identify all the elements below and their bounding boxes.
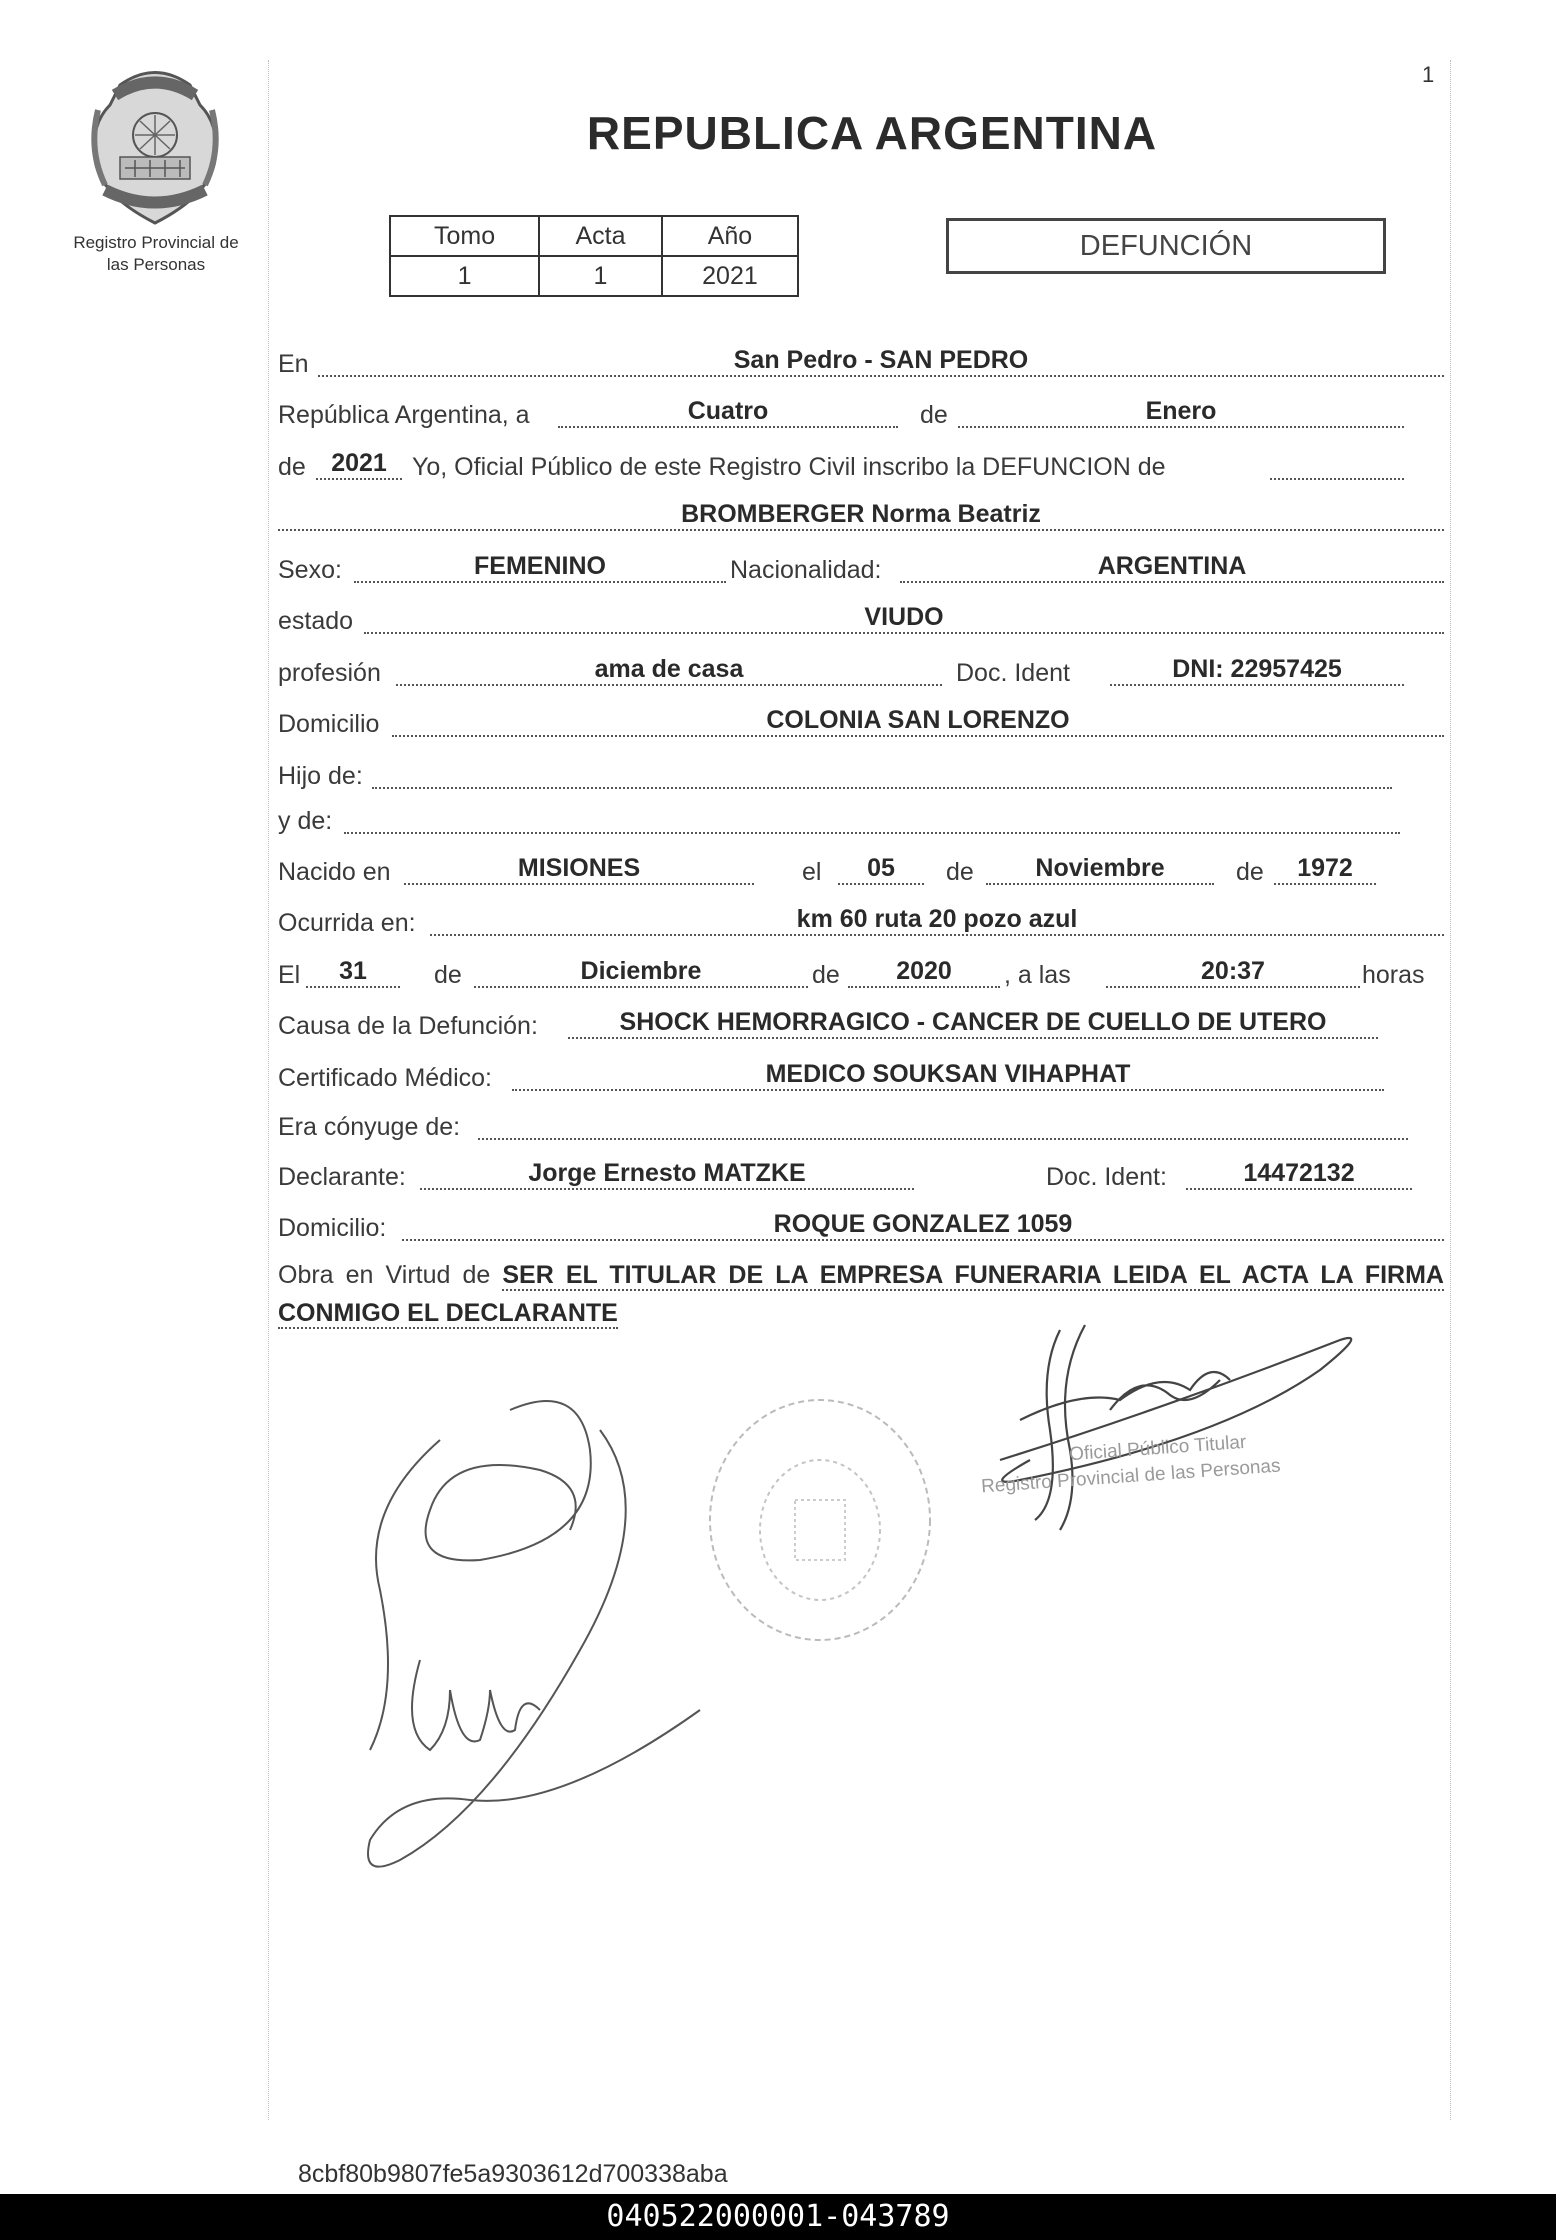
doc-label: Doc. Ident: [956, 659, 1070, 687]
nacido-de1-label: de: [946, 858, 974, 886]
certificado-label: Certificado Médico:: [278, 1064, 492, 1092]
day-word-value: Cuatro: [558, 394, 898, 428]
republica-label: República Argentina, a: [278, 401, 530, 429]
yde-value: [344, 800, 1400, 834]
year-value: 2021: [316, 446, 402, 480]
conyuge-label: Era cónyuge de:: [278, 1113, 461, 1141]
stamp-line-1: Oficial Público Titular: [1068, 1431, 1247, 1466]
row-fecha-defuncion: [278, 954, 1444, 994]
yde-label: y de:: [278, 807, 333, 835]
acta-header: Acta: [539, 216, 662, 256]
row-domicilio-declarante: [278, 1207, 1444, 1247]
row-nacido: [278, 851, 1444, 891]
sexo-value: FEMENINO: [354, 549, 726, 583]
en-label: En: [278, 350, 309, 378]
row-profesion: [278, 652, 1444, 692]
anio-value: 2021: [662, 256, 798, 296]
nacido-de2-label: de: [1236, 858, 1264, 886]
declarante-doc-label: Doc. Ident:: [1046, 1163, 1167, 1191]
page-number: 1: [1422, 62, 1435, 87]
row-yde: [278, 800, 1444, 840]
anio-header: Año: [662, 216, 798, 256]
certificado-value: MEDICO SOUKSAN VIHAPHAT: [512, 1057, 1384, 1091]
row-certificado: [278, 1057, 1444, 1097]
tomo-value: 1: [390, 256, 539, 296]
tomo-header: Tomo: [390, 216, 539, 256]
deceased-name-value: BROMBERGER Norma Beatriz: [278, 497, 1444, 531]
stamp-line-2: Registro Provincial de las Personas: [980, 1455, 1282, 1498]
domicilio2-label: Domicilio:: [278, 1214, 387, 1242]
ocurrida-value: km 60 ruta 20 pozo azul: [430, 902, 1444, 936]
muerte-mes-value: Diciembre: [474, 954, 808, 988]
causa-label: Causa de la Defunción:: [278, 1012, 538, 1040]
registry-line-2: las Personas: [106, 255, 206, 274]
alas-label: , a las: [1004, 961, 1071, 989]
statement-text: Yo, Oficial Público de este Registro Civil inscribo la DEFUNCION de: [412, 453, 1166, 481]
nacionalidad-label: Nacionalidad:: [730, 556, 882, 584]
muerte-dia-value: 31: [306, 954, 400, 988]
ocurrida-label: Ocurrida en:: [278, 909, 416, 937]
barcode-strip: 040522000001-043789: [0, 2194, 1556, 2240]
nacido-en-value: MISIONES: [404, 851, 754, 885]
margin-line-right: [1450, 60, 1451, 2120]
document-title: REPUBLICA ARGENTINA: [586, 107, 1158, 159]
obra-value: SER EL TITULAR DE LA EMPRESA FUNERARIA LEIDA EL ACTA LA FIRMA CONMIGO EL DECLARANTE: [278, 1261, 1444, 1327]
hijo-value: [372, 755, 1392, 789]
row-estado: [278, 600, 1444, 640]
margin-line-left: [268, 60, 269, 2120]
horas-label: horas: [1362, 961, 1425, 989]
row-place: [278, 343, 1444, 383]
declarante-doc-value: 14472132: [1186, 1156, 1412, 1190]
row-statement: [278, 446, 1444, 486]
profesion-label: profesión: [278, 659, 381, 687]
estado-label: estado: [278, 607, 354, 635]
month-word-value: Enero: [958, 394, 1404, 428]
declarant-signature-icon: [340, 1390, 720, 1910]
muerte-de1-label: de: [434, 961, 462, 989]
hijo-label: Hijo de:: [278, 762, 363, 790]
sexo-label: Sexo:: [278, 556, 342, 584]
obra-label: Obra en Virtud de: [278, 1261, 491, 1289]
row-declarante: [278, 1156, 1444, 1196]
muerte-anio-value: 2020: [848, 954, 1000, 988]
record-header-row: [390, 216, 798, 256]
conyuge-value: [478, 1106, 1408, 1140]
domicilio2-value: ROQUE GONZALEZ 1059: [402, 1207, 1444, 1241]
row-domicilio: [278, 703, 1444, 743]
row-conyuge: [278, 1106, 1444, 1146]
row-date: [278, 394, 1444, 434]
document-hash: 8cbf80b9807fe5a9303612d700338aba: [298, 2160, 728, 2188]
year-prefix-label: de: [278, 453, 306, 481]
row-hijo: [278, 755, 1444, 795]
officer-signature-icon: [960, 1310, 1380, 1540]
official-seal-icon: [700, 1390, 940, 1690]
muerte-hora-value: 20:37: [1106, 954, 1360, 988]
declarante-label: Declarante:: [278, 1163, 406, 1191]
registry-name: [40, 232, 272, 276]
doc-value: DNI: 22957425: [1110, 652, 1404, 686]
el-label: el: [802, 858, 822, 886]
el2-label: El: [278, 961, 301, 989]
nacionalidad-value: ARGENTINA: [900, 549, 1444, 583]
domicilio-label: Domicilio: [278, 710, 380, 738]
profesion-value: ama de casa: [396, 652, 942, 686]
row-ocurrida: [278, 902, 1444, 942]
estado-value: VIUDO: [364, 600, 1444, 634]
nacido-mes-value: Noviembre: [986, 851, 1214, 885]
nacido-anio-value: 1972: [1274, 851, 1376, 885]
record-type-box: DEFUNCIÓN: [946, 218, 1386, 274]
record-table: [389, 215, 799, 297]
declarante-value: Jorge Ernesto MATZKE: [420, 1156, 914, 1190]
acta-value: 1: [539, 256, 662, 296]
de-label: de: [920, 401, 948, 429]
registry-line-1: Registro Provincial de: [73, 233, 239, 252]
row-sexo: [278, 549, 1444, 589]
row-deceased: [278, 497, 1444, 537]
place-value: San Pedro - SAN PEDRO: [318, 343, 1444, 377]
nacido-dia-value: 05: [838, 851, 924, 885]
row-causa: [278, 1005, 1444, 1045]
statement-blank: [1270, 446, 1404, 480]
domicilio-value: COLONIA SAN LORENZO: [392, 703, 1444, 737]
muerte-de2-label: de: [812, 961, 840, 989]
record-value-row: [390, 256, 798, 296]
nacido-label: Nacido en: [278, 858, 391, 886]
causa-value: SHOCK HEMORRAGICO - CANCER DE CUELLO DE UTERO: [568, 1005, 1378, 1039]
